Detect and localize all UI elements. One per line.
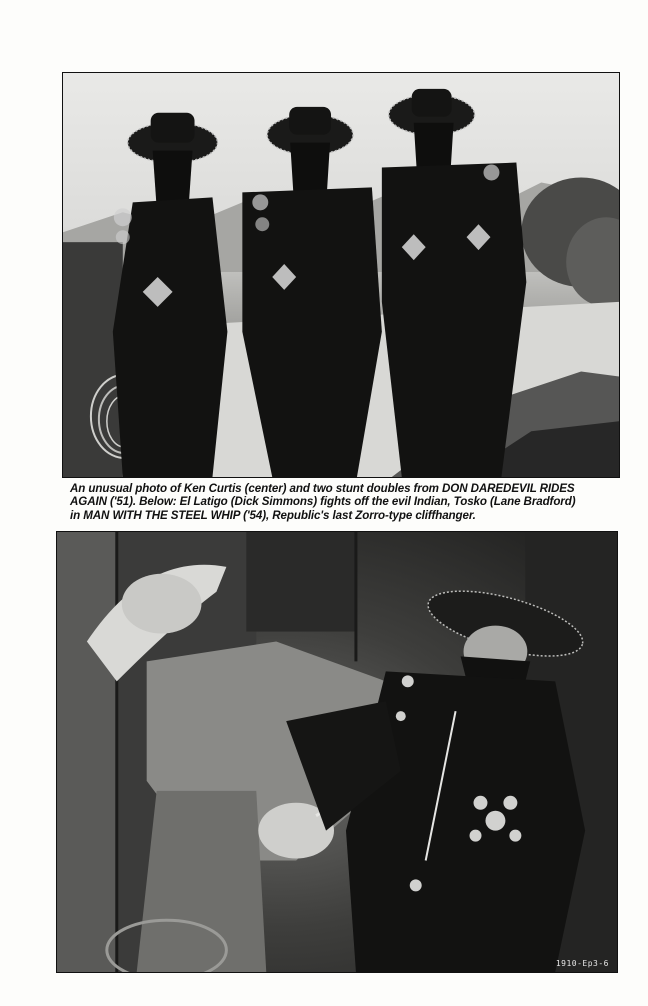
- caption-line-2: AGAIN ('51). Below: El Latigo (Dick Simmons) fights off the evil Indian, Tosko (Lane Bradford): [70, 495, 576, 509]
- top-photograph: [62, 72, 620, 478]
- caption-line-3: in MAN WITH THE STEEL WHIP ('54), Republic's last Zorro-type cliffhanger.: [70, 508, 476, 522]
- rider-left: [113, 113, 228, 477]
- rider-center: [242, 107, 381, 477]
- photo-caption: [70, 482, 622, 522]
- bottom-photograph: [56, 531, 618, 973]
- rider-right: [382, 89, 526, 477]
- caption-line-1: An unusual photo of Ken Curtis (center) and two stunt doubles from DON DAREDEVIL RIDES: [70, 482, 575, 495]
- top-photo-illustration: [63, 73, 619, 477]
- still-code: 1910-Ep3-6: [555, 959, 609, 968]
- bottom-photo-illustration: [57, 532, 617, 972]
